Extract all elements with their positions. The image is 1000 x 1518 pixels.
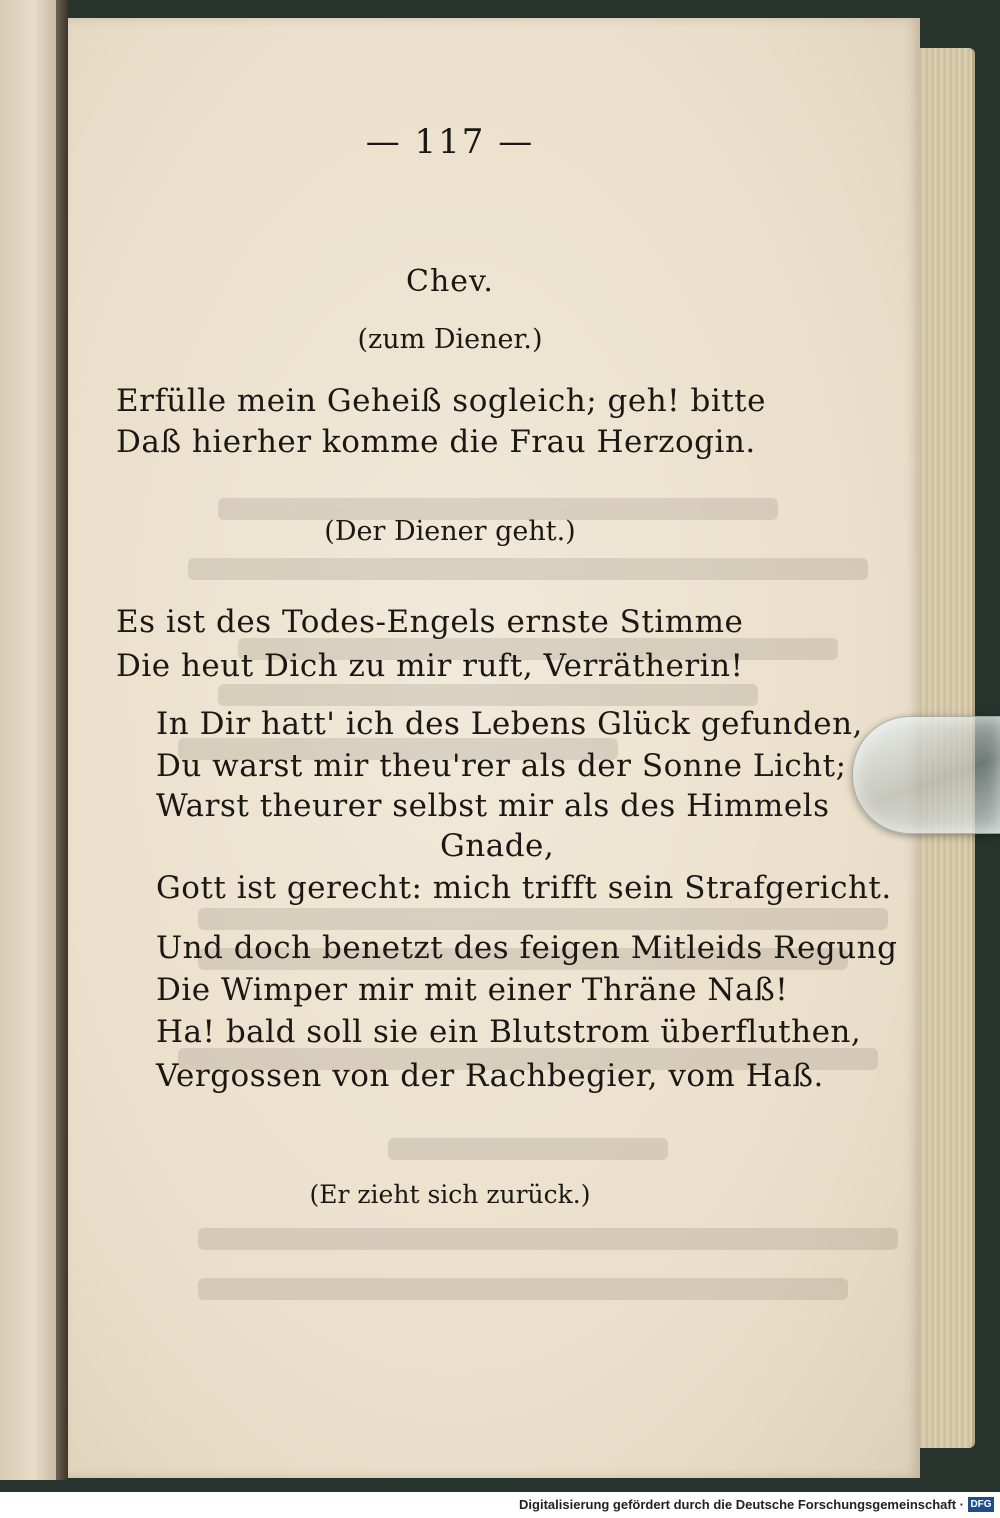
- speaker-name: Chev.: [406, 264, 494, 299]
- dfg-logo: DFG: [968, 1497, 994, 1512]
- verse-line: Und doch benetzt des feigen Mitleids Regung: [156, 930, 898, 966]
- verse-line: Die heut Dich zu mir ruft, Verrätherin!: [116, 648, 744, 684]
- verse-line: Erfülle mein Geheiß sogleich; geh! bitte: [116, 383, 766, 419]
- book-gutter: [56, 0, 68, 1480]
- glass-page-weight: [852, 716, 1000, 834]
- verse-line: Gott ist gerecht: mich trifft sein Strafgericht.: [156, 870, 892, 906]
- verse-line: Daß hierher komme die Frau Herzogin.: [116, 424, 756, 460]
- stage-direction: (zum Diener.): [357, 324, 543, 355]
- funding-credit: Digitalisierung gefördert durch die Deutsche Forschungsgemeinschaft ·: [519, 1497, 964, 1512]
- stage-direction: (Er zieht sich zurück.): [309, 1180, 591, 1209]
- verse-line: Es ist des Todes-Engels ernste Stimme: [116, 604, 744, 640]
- credit-bar: [0, 1492, 1000, 1518]
- verse-line: Warst theurer selbst mir als des Himmels: [156, 788, 830, 824]
- page-number: — 117 —: [365, 122, 535, 162]
- stage-direction: (Der Diener geht.): [324, 516, 576, 547]
- verse-line: Du warst mir theu'rer als der Sonne Licht;: [156, 748, 847, 784]
- verse-line: Ha! bald soll sie ein Blutstrom überfluthen,: [156, 1014, 862, 1050]
- verse-line-continuation: Gnade,: [440, 828, 555, 864]
- verse-line: In Dir hatt' ich des Lebens Glück gefunden,: [156, 706, 863, 742]
- verse-line: Die Wimper mir mit einer Thräne Naß!: [156, 972, 789, 1008]
- left-facing-page-edge: [0, 0, 58, 1480]
- verse-line: Vergossen von der Rachbegier, vom Haß.: [156, 1058, 824, 1094]
